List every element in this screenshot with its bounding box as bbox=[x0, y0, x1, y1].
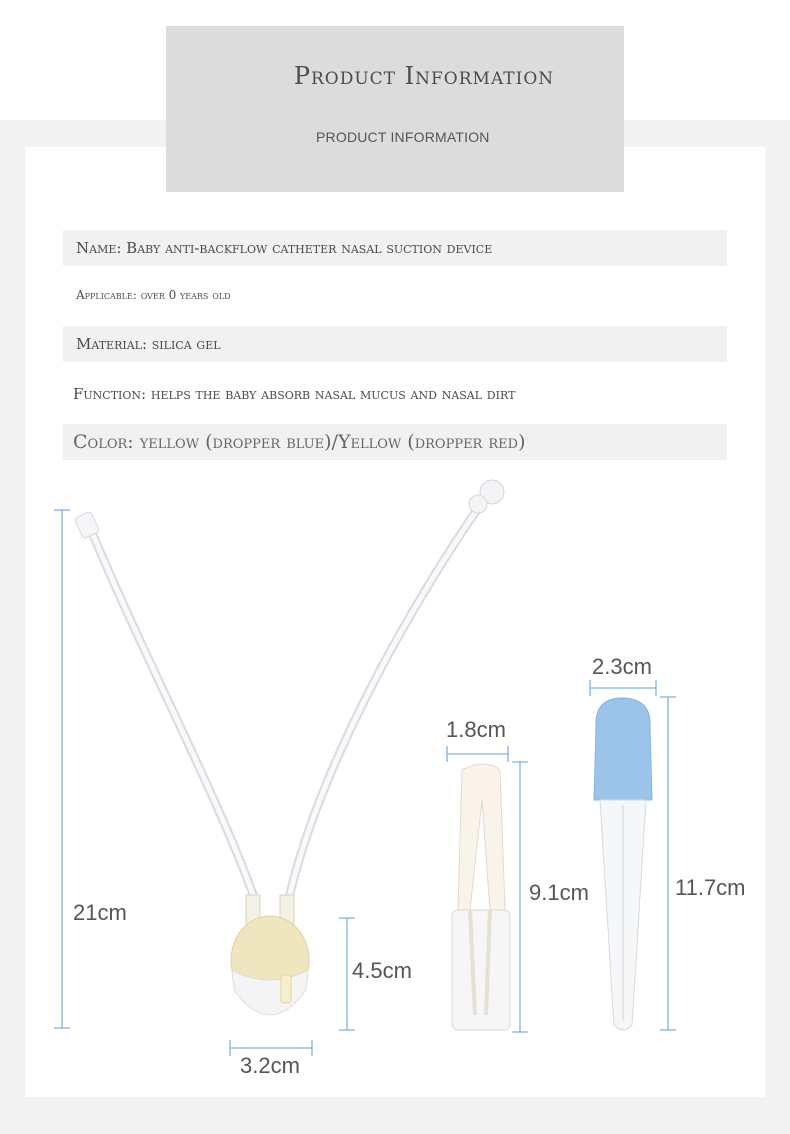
spec-color-text: Color: yellow (dropper blue)/Yellow (dropper red) bbox=[73, 431, 526, 453]
spec-name bbox=[63, 230, 727, 266]
dimension-aspirator-length: 21cm bbox=[73, 900, 127, 925]
spec-material-text: Material: silica gel bbox=[76, 335, 221, 353]
spec-name-text: Name: Baby anti-backflow catheter nasal suction device bbox=[76, 239, 493, 257]
dimension-dropper-width: 2.3cm bbox=[592, 654, 652, 679]
dropper-illustration bbox=[594, 698, 652, 1030]
product-illustration bbox=[0, 470, 790, 1110]
spec-color bbox=[63, 424, 727, 460]
spec-material bbox=[63, 326, 727, 362]
spec-applicable bbox=[63, 277, 727, 313]
page-subtitle: PRODUCT INFORMATION bbox=[316, 129, 490, 145]
dimension-tweezer-length: 9.1cm bbox=[529, 880, 589, 905]
dimension-tweezer-width: 1.8cm bbox=[446, 717, 506, 742]
spec-function bbox=[63, 376, 727, 412]
header-box bbox=[166, 26, 624, 192]
spec-function-text: Function: helps the baby absorb nasal mucus and nasal dirt bbox=[73, 385, 516, 403]
dimension-dropper-length: 11.7cm bbox=[675, 875, 746, 900]
page-title: Product Information bbox=[293, 62, 555, 90]
product-diagram bbox=[0, 470, 790, 1110]
aspirator-bulb bbox=[231, 916, 309, 1015]
dimension-bulb-height: 4.5cm bbox=[352, 958, 412, 983]
tweezers-illustration bbox=[452, 764, 510, 1030]
aspirator-illustration bbox=[74, 480, 504, 925]
spec-applicable-text: Applicable: over 0 years old bbox=[76, 288, 231, 302]
dimension-bulb-width: 3.2cm bbox=[240, 1053, 300, 1078]
